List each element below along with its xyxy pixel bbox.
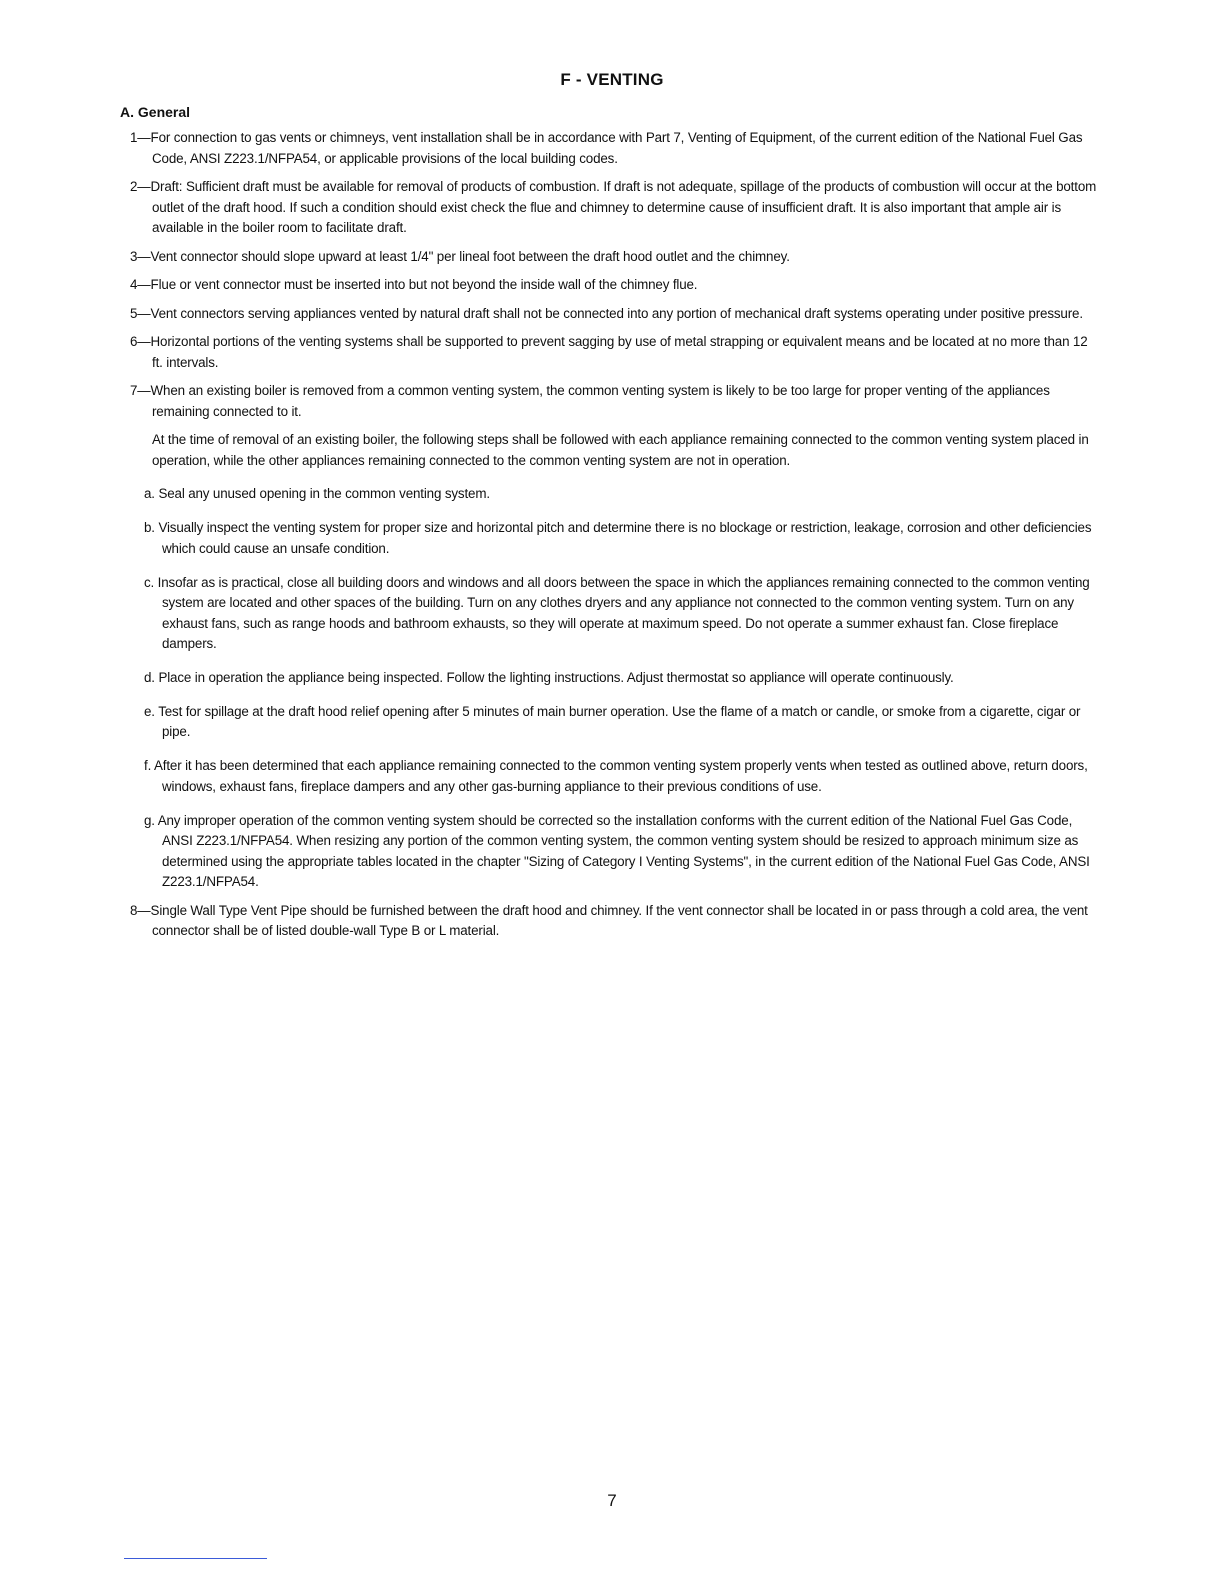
instruction-item-6: 6—Horizontal portions of the venting systems shall be supported to prevent sagging by use of metal strapping or equivalent means and be located at no more than 12 ft. intervals.	[130, 334, 1088, 370]
page-number: 7	[607, 1491, 617, 1510]
page-title: F - VENTING	[560, 70, 664, 89]
instruction-item-4: 4—Flue or vent connector must be inserted into but not beyond the inside wall of the chimney flue.	[130, 277, 698, 292]
instruction-item-5: 5—Vent connectors serving appliances vented by natural draft shall not be connected into any portion of mechanical draft systems operating under positive pressure.	[130, 305, 1083, 321]
venting-instructions	[130, 128, 1098, 950]
step-f: f. After it has been determined that each appliance remaining connected to the common venting system properly vents when tested as outlined above, return doors, windows, exhaust fans, fireplace dampers and any other gas-burning appliance to their previous conditions of use.	[144, 758, 1088, 794]
step-a: a. Seal any unused opening in the common venting system.	[144, 486, 490, 502]
instruction-item-3: 3—Vent connector should slope upward at least 1/4" per lineal foot between the draft hood outlet and the chimney.	[130, 248, 790, 264]
step-c: c. Insofar as is practical, close all building doors and windows and all doors between the space in which the appliances remaining connected to the common venting system are located and other spaces of the building. Turn on any clothes dryers and any appliance not connected to the common venting system. Turn on any exhaust fans, such as range hoods and bathroom exhausts, so they will operate at maximum speed. Do not operate a summer exhaust fan. Close fireplace dampers.	[144, 574, 1090, 652]
footer-rule	[124, 1558, 267, 1559]
section-heading: A. General	[120, 104, 191, 120]
instruction-item-7: 7—When an existing boiler is removed from a common venting system, the common venting system is likely to be too large for proper venting of the appliances remaining connected to it.	[130, 383, 1050, 419]
step-e: e. Test for spillage at the draft hood relief opening after 5 minutes of main burner operation. Use the flame of a match or candle, or smoke from a cigarette, cigar or pipe.	[144, 703, 1081, 740]
instruction-item-1: 1—For connection to gas vents or chimneys, vent installation shall be in accordance with Part 7, Venting of Equipment, of the current edition of the National Fuel Gas Code, ANSI Z223.1/NFPA54, or applicable provisions of the local building codes.	[130, 130, 1083, 166]
step-b: b. Visually inspect the venting system for proper size and horizontal pitch and determine there is no blockage or restriction, leakage, corrosion and other deficiencies which could cause an unsafe condition.	[144, 520, 1092, 556]
step-g: g. Any improper operation of the common venting system should be corrected so the installation conforms with the current edition of the National Fuel Gas Code, ANSI Z223.1/NFPA54. When resizing any portion of the common venting system, the common venting system should be resized to approach minimum size as determined using the appropriate tables located in the chapter "Sizing of Category I Venting Systems", in the current edition of the National Fuel Gas Code, ANSI Z223.1/NFPA54.	[144, 812, 1090, 890]
step-d: d. Place in operation the appliance being inspected. Follow the lighting instructions. Adjust thermostat so appliance will operate continuously.	[144, 670, 954, 686]
instruction-item-8: 8—Single Wall Type Vent Pipe should be furnished between the draft hood and chimney. If the vent connector shall be located in or pass through a cold area, the vent connector shall be of listed double-wall Type B or L material.	[130, 902, 1088, 939]
item-7-intro: At the time of removal of an existing boiler, the following steps shall be followed with each appliance remaining connected to the common venting system placed in operation, while the other appliances remaining connected to the common venting system are not in operation.	[152, 432, 1089, 468]
instruction-item-2: 2—Draft: Sufficient draft must be available for removal of products of combustion. If draft is not adequate, spillage of the products of combustion will occur at the bottom outlet of the draft hood. If such a condition should exist check the flue and chimney to determine cause of insufficient draft. It is also important that ample air is available in the boiler room to facilitate draft.	[130, 179, 1097, 235]
